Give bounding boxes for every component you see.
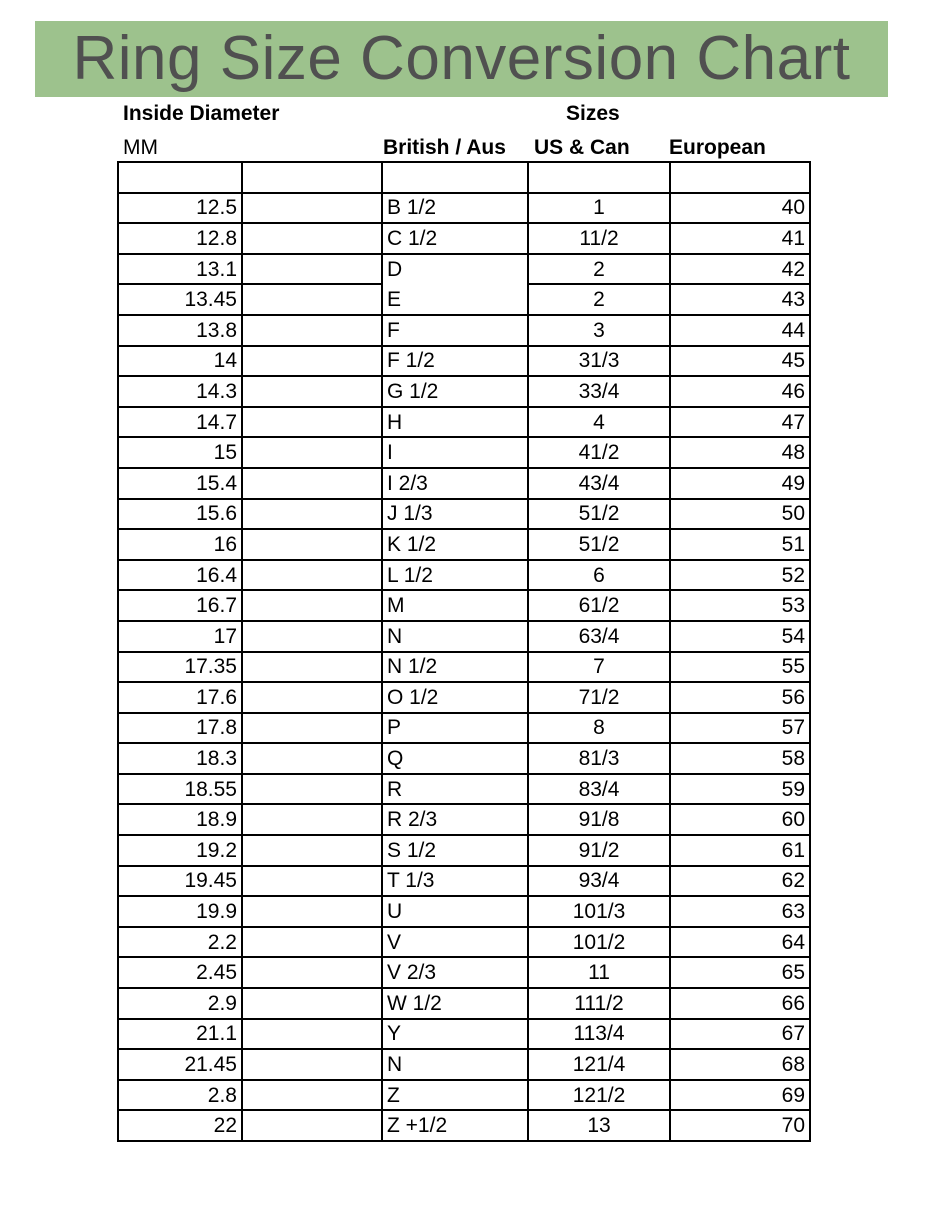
us-size-cell: 2 — [528, 284, 670, 315]
us-size-cell: 71/2 — [528, 682, 670, 713]
european-size-cell: 56 — [670, 682, 810, 713]
european-size-cell: 67 — [670, 1019, 810, 1050]
table-row — [118, 988, 810, 1019]
blank-cell — [242, 499, 382, 530]
table-row — [118, 1110, 810, 1141]
table-row — [118, 835, 810, 866]
blank-cell — [242, 193, 382, 224]
mm-cell: 12.5 — [118, 193, 242, 224]
british-size-cell: N — [382, 621, 528, 652]
mm-cell: 18.9 — [118, 804, 242, 835]
mm-cell: 17.8 — [118, 713, 242, 744]
mm-cell: 21.1 — [118, 1019, 242, 1050]
blank-cell — [242, 437, 382, 468]
us-size-cell: 41/2 — [528, 437, 670, 468]
european-size-cell: 47 — [670, 407, 810, 438]
british-header: British / Aus — [383, 136, 506, 159]
european-size-cell: 49 — [670, 468, 810, 499]
european-size-cell — [670, 162, 810, 193]
blank-cell — [242, 162, 382, 193]
us-size-cell: 121/2 — [528, 1080, 670, 1111]
european-size-cell: 46 — [670, 376, 810, 407]
british-size-cell: F — [382, 315, 528, 346]
british-size-cell — [382, 162, 528, 193]
table-row — [118, 866, 810, 897]
us-header: US & Can — [534, 136, 630, 159]
european-size-cell: 53 — [670, 590, 810, 621]
us-size-cell: 101/2 — [528, 927, 670, 958]
us-size-cell: 91/8 — [528, 804, 670, 835]
blank-cell — [242, 682, 382, 713]
us-size-cell: 83/4 — [528, 774, 670, 805]
mm-cell: 17 — [118, 621, 242, 652]
us-size-cell: 61/2 — [528, 590, 670, 621]
blank-cell — [242, 560, 382, 591]
british-size-cell: D — [382, 254, 528, 285]
mm-cell: 19.9 — [118, 896, 242, 927]
european-size-cell: 59 — [670, 774, 810, 805]
blank-cell — [242, 957, 382, 988]
us-size-cell: 31/3 — [528, 346, 670, 377]
european-size-cell: 50 — [670, 499, 810, 530]
us-size-cell: 111/2 — [528, 988, 670, 1019]
blank-cell — [242, 835, 382, 866]
table-row — [118, 254, 810, 285]
ring-size-table — [117, 161, 811, 1142]
european-size-cell: 43 — [670, 284, 810, 315]
blank-cell — [242, 407, 382, 438]
mm-cell — [118, 162, 242, 193]
table-row — [118, 468, 810, 499]
us-size-cell: 101/3 — [528, 896, 670, 927]
mm-cell: 2.8 — [118, 1080, 242, 1111]
table-row — [118, 407, 810, 438]
mm-cell: 18.3 — [118, 743, 242, 774]
mm-cell: 22 — [118, 1110, 242, 1141]
mm-cell: 19.45 — [118, 866, 242, 897]
mm-cell: 17.6 — [118, 682, 242, 713]
us-size-cell — [528, 162, 670, 193]
us-size-cell: 33/4 — [528, 376, 670, 407]
table-row — [118, 193, 810, 224]
european-size-cell: 63 — [670, 896, 810, 927]
british-size-cell: M — [382, 590, 528, 621]
british-size-cell: C 1/2 — [382, 223, 528, 254]
british-size-cell: Y — [382, 1019, 528, 1050]
us-size-cell: 43/4 — [528, 468, 670, 499]
european-size-cell: 68 — [670, 1049, 810, 1080]
blank-cell — [242, 529, 382, 560]
blank-cell — [242, 652, 382, 683]
mm-cell: 2.45 — [118, 957, 242, 988]
british-size-cell: R 2/3 — [382, 804, 528, 835]
table-row — [118, 162, 810, 193]
mm-cell: 2.9 — [118, 988, 242, 1019]
mm-cell: 21.45 — [118, 1049, 242, 1080]
blank-cell — [242, 346, 382, 377]
table-row — [118, 376, 810, 407]
european-size-cell: 70 — [670, 1110, 810, 1141]
british-size-cell: H — [382, 407, 528, 438]
european-size-cell: 44 — [670, 315, 810, 346]
blank-cell — [242, 774, 382, 805]
us-size-cell: 91/2 — [528, 835, 670, 866]
british-size-cell: T 1/3 — [382, 866, 528, 897]
mm-cell: 13.8 — [118, 315, 242, 346]
us-size-cell: 121/4 — [528, 1049, 670, 1080]
british-size-cell: W 1/2 — [382, 988, 528, 1019]
table-row — [118, 1019, 810, 1050]
mm-cell: 16.4 — [118, 560, 242, 591]
blank-cell — [242, 988, 382, 1019]
us-size-cell: 7 — [528, 652, 670, 683]
blank-cell — [242, 866, 382, 897]
blank-cell — [242, 468, 382, 499]
blank-cell — [242, 621, 382, 652]
mm-cell: 16.7 — [118, 590, 242, 621]
blank-cell — [242, 927, 382, 958]
blank-cell — [242, 376, 382, 407]
british-size-cell: Q — [382, 743, 528, 774]
mm-cell: 16 — [118, 529, 242, 560]
british-size-cell: Z — [382, 1080, 528, 1111]
british-size-cell: I 2/3 — [382, 468, 528, 499]
british-size-cell: U — [382, 896, 528, 927]
british-size-cell: L 1/2 — [382, 560, 528, 591]
table-row — [118, 223, 810, 254]
us-size-cell: 51/2 — [528, 529, 670, 560]
table-row — [118, 713, 810, 744]
table-row — [118, 1049, 810, 1080]
european-size-cell: 54 — [670, 621, 810, 652]
table-row — [118, 774, 810, 805]
blank-cell — [242, 590, 382, 621]
british-size-cell: K 1/2 — [382, 529, 528, 560]
us-size-cell: 13 — [528, 1110, 670, 1141]
table-row — [118, 315, 810, 346]
table-row — [118, 652, 810, 683]
mm-cell: 14.3 — [118, 376, 242, 407]
european-size-cell: 40 — [670, 193, 810, 224]
us-size-cell: 6 — [528, 560, 670, 591]
blank-cell — [242, 743, 382, 774]
british-size-cell: F 1/2 — [382, 346, 528, 377]
us-size-cell: 81/3 — [528, 743, 670, 774]
table-row — [118, 437, 810, 468]
british-size-cell: B 1/2 — [382, 193, 528, 224]
table-row — [118, 927, 810, 958]
british-size-cell: P — [382, 713, 528, 744]
table-row — [118, 560, 810, 591]
table-row — [118, 590, 810, 621]
european-size-cell: 62 — [670, 866, 810, 897]
mm-cell: 2.2 — [118, 927, 242, 958]
page-title: Ring Size Conversion Chart — [72, 24, 851, 93]
british-size-cell: I — [382, 437, 528, 468]
british-size-cell: R — [382, 774, 528, 805]
sizes-header: Sizes — [566, 102, 620, 125]
blank-cell — [242, 896, 382, 927]
table-row — [118, 499, 810, 530]
mm-header: MM — [123, 136, 158, 159]
mm-cell: 15.6 — [118, 499, 242, 530]
british-size-cell: N 1/2 — [382, 652, 528, 683]
european-size-cell: 42 — [670, 254, 810, 285]
table-row — [118, 284, 810, 315]
british-size-cell: J 1/3 — [382, 499, 528, 530]
british-size-cell: S 1/2 — [382, 835, 528, 866]
british-size-cell: G 1/2 — [382, 376, 528, 407]
us-size-cell: 2 — [528, 254, 670, 285]
table-row — [118, 346, 810, 377]
european-size-cell: 45 — [670, 346, 810, 377]
european-size-cell: 65 — [670, 957, 810, 988]
european-header: European — [669, 136, 766, 159]
british-size-cell: V 2/3 — [382, 957, 528, 988]
british-size-cell: E — [382, 284, 528, 315]
mm-cell: 17.35 — [118, 652, 242, 683]
table-row — [118, 743, 810, 774]
blank-cell — [242, 1110, 382, 1141]
us-size-cell: 8 — [528, 713, 670, 744]
mm-cell: 14 — [118, 346, 242, 377]
table-row — [118, 896, 810, 927]
us-size-cell: 51/2 — [528, 499, 670, 530]
european-size-cell: 52 — [670, 560, 810, 591]
mm-cell: 15.4 — [118, 468, 242, 499]
european-size-cell: 57 — [670, 713, 810, 744]
european-size-cell: 58 — [670, 743, 810, 774]
us-size-cell: 3 — [528, 315, 670, 346]
mm-cell: 18.55 — [118, 774, 242, 805]
european-size-cell: 66 — [670, 988, 810, 1019]
table-row — [118, 1080, 810, 1111]
mm-cell: 13.45 — [118, 284, 242, 315]
us-size-cell: 4 — [528, 407, 670, 438]
us-size-cell: 1 — [528, 193, 670, 224]
european-size-cell: 51 — [670, 529, 810, 560]
british-size-cell: Z +1/2 — [382, 1110, 528, 1141]
blank-cell — [242, 315, 382, 346]
us-size-cell: 63/4 — [528, 621, 670, 652]
european-size-cell: 69 — [670, 1080, 810, 1111]
blank-cell — [242, 223, 382, 254]
table-row — [118, 804, 810, 835]
blank-cell — [242, 804, 382, 835]
us-size-cell: 113/4 — [528, 1019, 670, 1050]
mm-cell: 15 — [118, 437, 242, 468]
european-size-cell: 64 — [670, 927, 810, 958]
table-row — [118, 957, 810, 988]
blank-cell — [242, 284, 382, 315]
blank-cell — [242, 1080, 382, 1111]
british-size-cell: N — [382, 1049, 528, 1080]
blank-cell — [242, 1019, 382, 1050]
blank-cell — [242, 713, 382, 744]
blank-cell — [242, 254, 382, 285]
us-size-cell: 11 — [528, 957, 670, 988]
mm-cell: 19.2 — [118, 835, 242, 866]
british-size-cell: V — [382, 927, 528, 958]
title-banner — [35, 21, 888, 97]
mm-cell: 13.1 — [118, 254, 242, 285]
mm-cell: 12.8 — [118, 223, 242, 254]
mm-cell: 14.7 — [118, 407, 242, 438]
table-row — [118, 682, 810, 713]
european-size-cell: 55 — [670, 652, 810, 683]
british-size-cell: O 1/2 — [382, 682, 528, 713]
us-size-cell: 93/4 — [528, 866, 670, 897]
table-row — [118, 621, 810, 652]
blank-cell — [242, 1049, 382, 1080]
table-row — [118, 529, 810, 560]
european-size-cell: 41 — [670, 223, 810, 254]
european-size-cell: 48 — [670, 437, 810, 468]
european-size-cell: 60 — [670, 804, 810, 835]
inside-diameter-header: Inside Diameter — [123, 102, 280, 125]
european-size-cell: 61 — [670, 835, 810, 866]
us-size-cell: 11/2 — [528, 223, 670, 254]
